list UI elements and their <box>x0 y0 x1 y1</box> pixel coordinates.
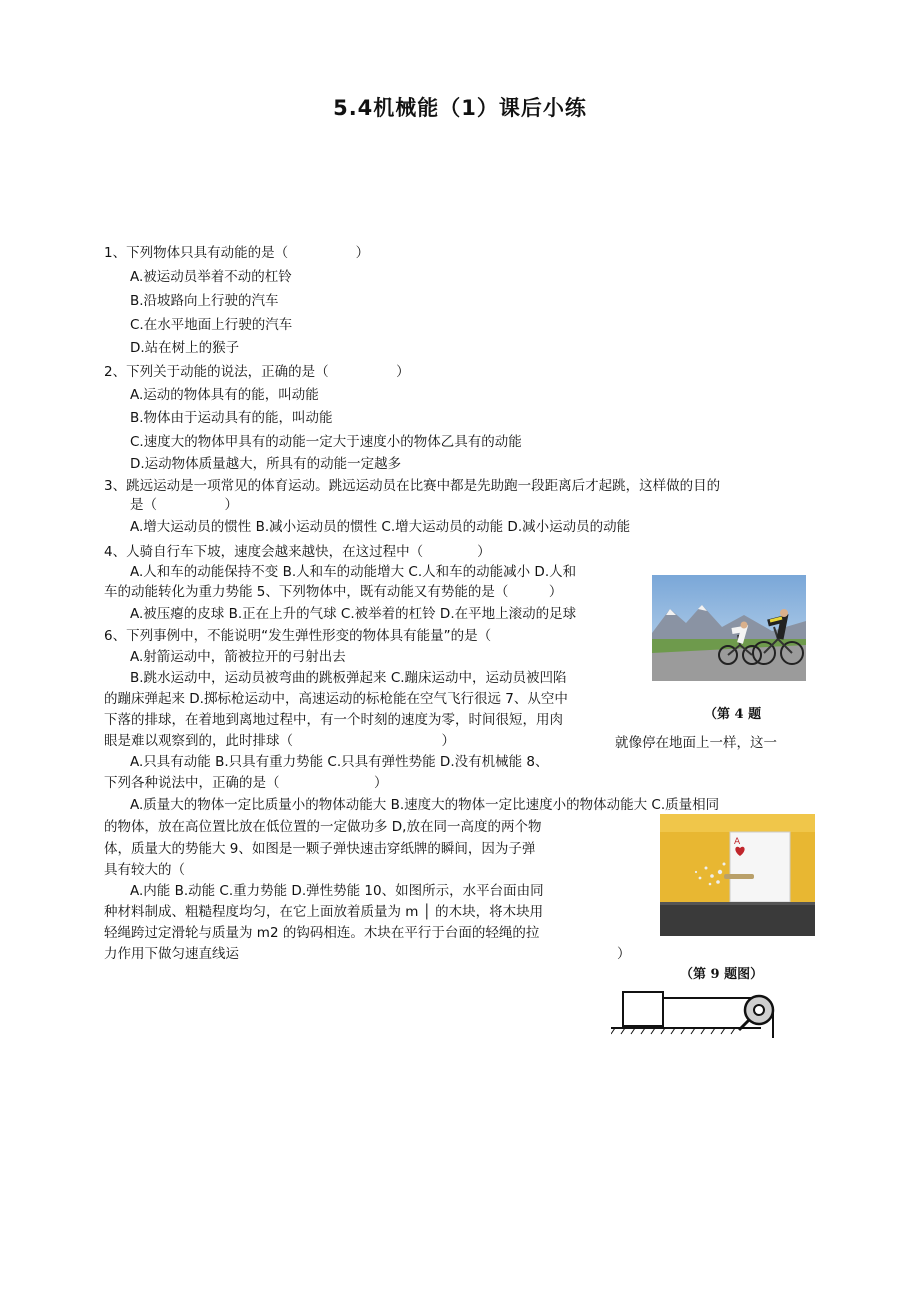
q2-option-c: C.速度大的物体甲具有的动能一定大于速度小的物体乙具有的动能 <box>130 434 522 450</box>
question-9: 体，质量大的势能大 9、如图是一颗子弹快速击穿纸牌的瞬间，因为子弹 <box>104 841 536 857</box>
q1-option-d: D.站在树上的猴子 <box>130 340 240 356</box>
question-7: 下落的排球，在着地到离地过程中，有一个时刻的速度为零，时间很短，用肉 <box>104 712 563 728</box>
q7-options: A.只具有动能 B.只具有重力势能 C.只具有弹性势能 D.没有机械能 8、 <box>130 754 549 770</box>
question-10-cont: 轻绳跨过定滑轮与质量为 m2 的钩码相连。木块在平行于台面的轻绳的拉 <box>104 925 540 941</box>
question-8: 下列各种说法中，正确的是（ ） <box>104 775 388 791</box>
q8-options: A.质量大的物体一定比质量小的物体动能大 B.速度大的物体一定比速度小的物体动能大 C.质量相同 <box>130 797 720 813</box>
question-4: 4、人骑自行车下坡，速度会越来越快，在这过程中（ ） <box>104 544 491 560</box>
question-2: 2、下列关于动能的说法，正确的是（ ） <box>104 364 410 380</box>
page-title: 5.4机械能（1）课后小练 <box>333 96 587 120</box>
q2-option-b: B.物体由于运动具有的能，叫动能 <box>130 410 333 426</box>
question-10-bracket: ） <box>617 946 631 962</box>
question-9-cont: 具有较大的（ <box>104 862 185 878</box>
q9-options: A.内能 B.动能 C.重力势能 D.弹性势能 10、如图所示，水平台面由同 <box>130 883 544 899</box>
figure-9-caption: （第 9 题图） <box>680 967 764 982</box>
q5-options: A.被压瘪的皮球 B.正在上升的气球 C.被举着的杠铃 D.在平地上滚动的足球 <box>130 606 577 622</box>
bullet-card-photo <box>660 814 815 936</box>
q4-options-cont: 车的动能转化为重力势能 5、下列物体中，既有动能又有势能的是（ ） <box>104 584 563 600</box>
q1-option-c: C.在水平地面上行驶的汽车 <box>130 317 293 333</box>
q2-option-a: A.运动的物体具有的能，叫动能 <box>130 387 319 403</box>
q2-option-d: D.运动物体质量越大，所具有的动能一定越多 <box>130 456 402 472</box>
q1-option-a: A.被运动员举着不动的杠铃 <box>130 269 292 285</box>
q6-options-cont: 的蹦床弹起来 D.掷标枪运动中，高速运动的标枪能在空气飞行很远 7、从空中 <box>104 691 568 707</box>
q1-option-b: B.沿坡路向上行驶的汽车 <box>130 293 279 309</box>
question-10-cont-2: 力作用下做匀速直线运 <box>104 946 239 962</box>
question-7-side: 就像停在地面上一样，这一 <box>615 735 777 751</box>
question-6: 6、下列事例中，不能说明“发生弹性形变的物体具有能量”的是（ <box>104 628 492 644</box>
q6-options: B.跳水运动中，运动员被弯曲的跳板弹起来 C.蹦床运动中，运动员被凹陷 <box>130 670 567 686</box>
q3-options: A.增大运动员的惯性 B.减小运动员的惯性 C.增大运动员的动能 D.减小运动员的动能 <box>130 519 631 535</box>
svg-text:A: A <box>734 837 741 847</box>
pulley-diagram <box>611 988 781 1038</box>
question-7-cont: 眼是难以观察到的，此时排球（ ） <box>104 733 455 749</box>
question-10: 种材料制成、粗糙程度均匀，在它上面放着质量为 m │ 的木块，将木块用 <box>104 904 544 920</box>
question-1: 1、下列物体只具有动能的是（ ） <box>104 245 370 261</box>
question-3: 3、跳远运动是一项常见的体育运动。跳远运动员在比赛中都是先助跑一段距离后才起跳，这样做的目的 <box>104 478 721 494</box>
figure-4-caption: （第 4 题 <box>704 707 762 722</box>
cyclists-photo <box>652 575 806 681</box>
q6-option-a: A.射箭运动中，箭被拉开的弓射出去 <box>130 649 346 665</box>
q4-options: A.人和车的动能保持不变 B.人和车的动能增大 C.人和车的动能减小 D.人和 <box>130 564 577 580</box>
q8-options-cont: 的物体，放在高位置比放在低位置的一定做功多 D,放在同一高度的两个物 <box>104 819 542 835</box>
question-3-cont: 是（ ） <box>130 497 238 513</box>
